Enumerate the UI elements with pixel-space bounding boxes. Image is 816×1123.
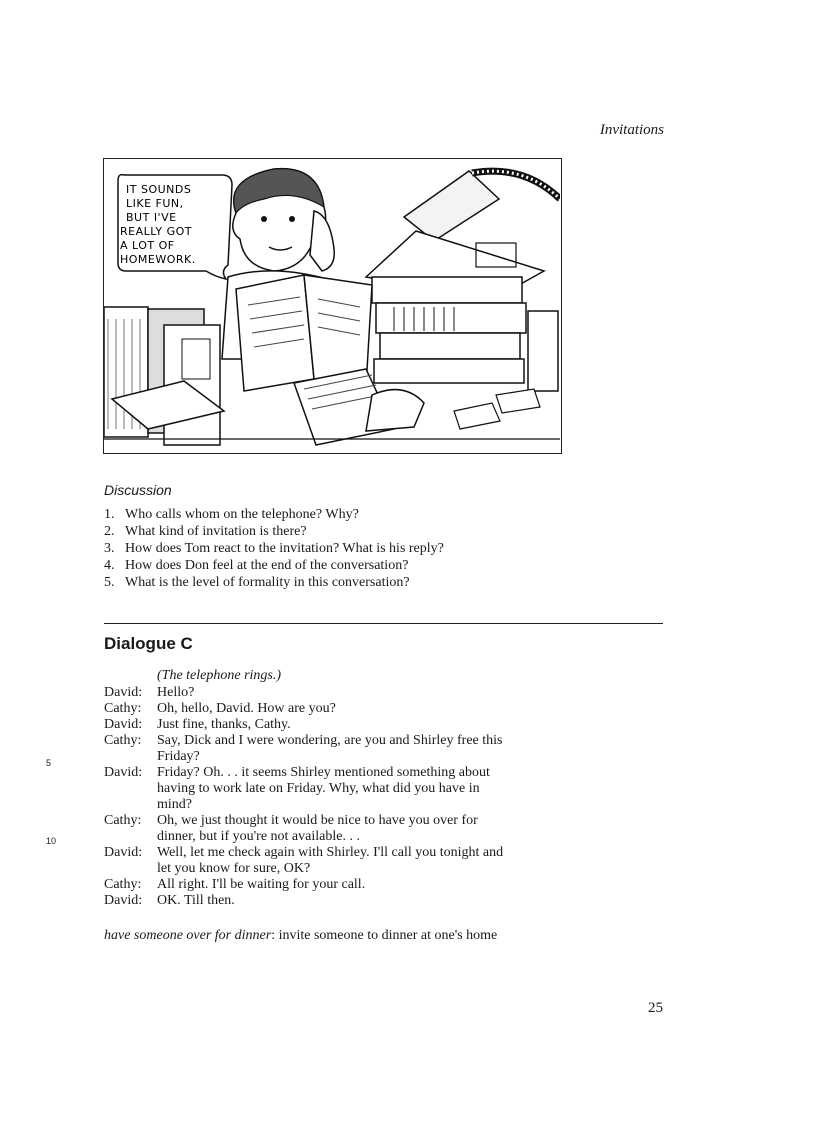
speech-bubble-line: A LOT OF: [120, 239, 175, 252]
question-item: [104, 574, 444, 591]
line-number: 5: [46, 758, 52, 768]
dialogue-turn: [104, 893, 584, 909]
speech-bubble-line: REALLY GOT: [120, 225, 193, 238]
speech-line: Say, Dick and I were wondering, are you and Shirley free this: [157, 733, 503, 748]
page-number: 25: [648, 1000, 663, 1016]
gloss-term: have someone over for dinner: [104, 928, 272, 943]
dialogue-turn: [104, 877, 584, 893]
question-number: 1.: [104, 507, 115, 522]
dialogue-turn: [104, 685, 584, 701]
dialogue-title: Dialogue C: [104, 634, 193, 653]
gloss-definition: : invite someone to dinner at one's home: [271, 928, 498, 943]
question-item: [104, 540, 444, 557]
student-on-phone-drawing: [104, 159, 560, 452]
dialogue-turn: [104, 765, 584, 813]
lamp-shade: [404, 171, 499, 241]
speech-bubble-line: HOMEWORK.: [120, 253, 196, 266]
dialogue-turn: [46, 733, 584, 768]
speech-bubble-line: BUT I'VE: [126, 211, 177, 224]
dialogue-turn: [104, 845, 584, 877]
speaker-name: Cathy:: [104, 701, 142, 716]
speech-line: Just fine, thanks, Cathy.: [157, 717, 291, 732]
speech-line: All right. I'll be waiting for your call.: [157, 877, 366, 892]
question-text: How does Don feel at the end of the conversation?: [125, 558, 409, 573]
question-item: [104, 557, 444, 574]
dialogue-text: [46, 685, 584, 909]
illustration: [103, 158, 562, 454]
speaker-name: David:: [104, 893, 143, 908]
section-divider: [104, 623, 663, 624]
dialogue-turn: [46, 813, 584, 846]
speech-line: Friday? Oh. . . it seems Shirley mentioned something about: [157, 765, 490, 780]
open-book: [236, 275, 314, 391]
book-stack: [372, 277, 522, 303]
speech-line: having to work late on Friday. Why, what did you have in: [157, 781, 480, 796]
speech-line: Oh, we just thought it would be nice to have you over for: [157, 813, 478, 828]
dialogue-turn: [104, 701, 584, 717]
discussion-questions: [104, 506, 444, 591]
question-item: [104, 523, 444, 540]
speech-line: Well, let me check again with Shirley. I'll call you tonight and: [157, 845, 504, 860]
stage-direction: (The telephone rings.): [157, 668, 282, 683]
speaker-name: Cathy:: [104, 813, 142, 828]
running-head: Invitations: [599, 122, 664, 138]
question-text: Who calls whom on the telephone? Why?: [125, 507, 359, 522]
speech-line: let you know for sure, OK?: [157, 861, 311, 876]
question-number: 2.: [104, 524, 115, 539]
question-number: 4.: [104, 558, 115, 573]
speech-line: mind?: [157, 797, 192, 812]
speech-line: OK. Till then.: [157, 893, 235, 908]
question-text: What kind of invitation is there?: [125, 524, 307, 539]
dialogue-turn: [104, 717, 584, 733]
speech-bubble-line: LIKE FUN,: [126, 197, 184, 210]
telephone-base-icon: [366, 390, 424, 431]
question-text: What is the level of formality in this conversation?: [125, 575, 410, 590]
question-number: 5.: [104, 575, 115, 590]
speech-line: dinner, but if you're not available. . .: [157, 829, 360, 844]
speaker-name: David:: [104, 845, 143, 860]
speaker-name: David:: [104, 717, 143, 732]
speech-bubble-line: IT SOUNDS: [126, 183, 192, 196]
speaker-name: Cathy:: [104, 877, 142, 892]
speech-line: Friday?: [157, 749, 200, 764]
question-item: [104, 506, 444, 523]
speech-line: Oh, hello, David. How are you?: [157, 701, 336, 716]
line-number: 10: [46, 836, 57, 846]
question-text: How does Tom react to the invitation? What is his reply?: [125, 541, 444, 556]
speaker-name: Cathy:: [104, 733, 142, 748]
vocabulary-gloss: [104, 928, 497, 944]
telephone-handset-icon: [310, 211, 334, 271]
discussion-heading: Discussion: [104, 482, 172, 498]
speaker-name: David:: [104, 765, 143, 780]
speech-line: Hello?: [157, 685, 195, 700]
speaker-name: David:: [104, 685, 143, 700]
question-number: 3.: [104, 541, 115, 556]
